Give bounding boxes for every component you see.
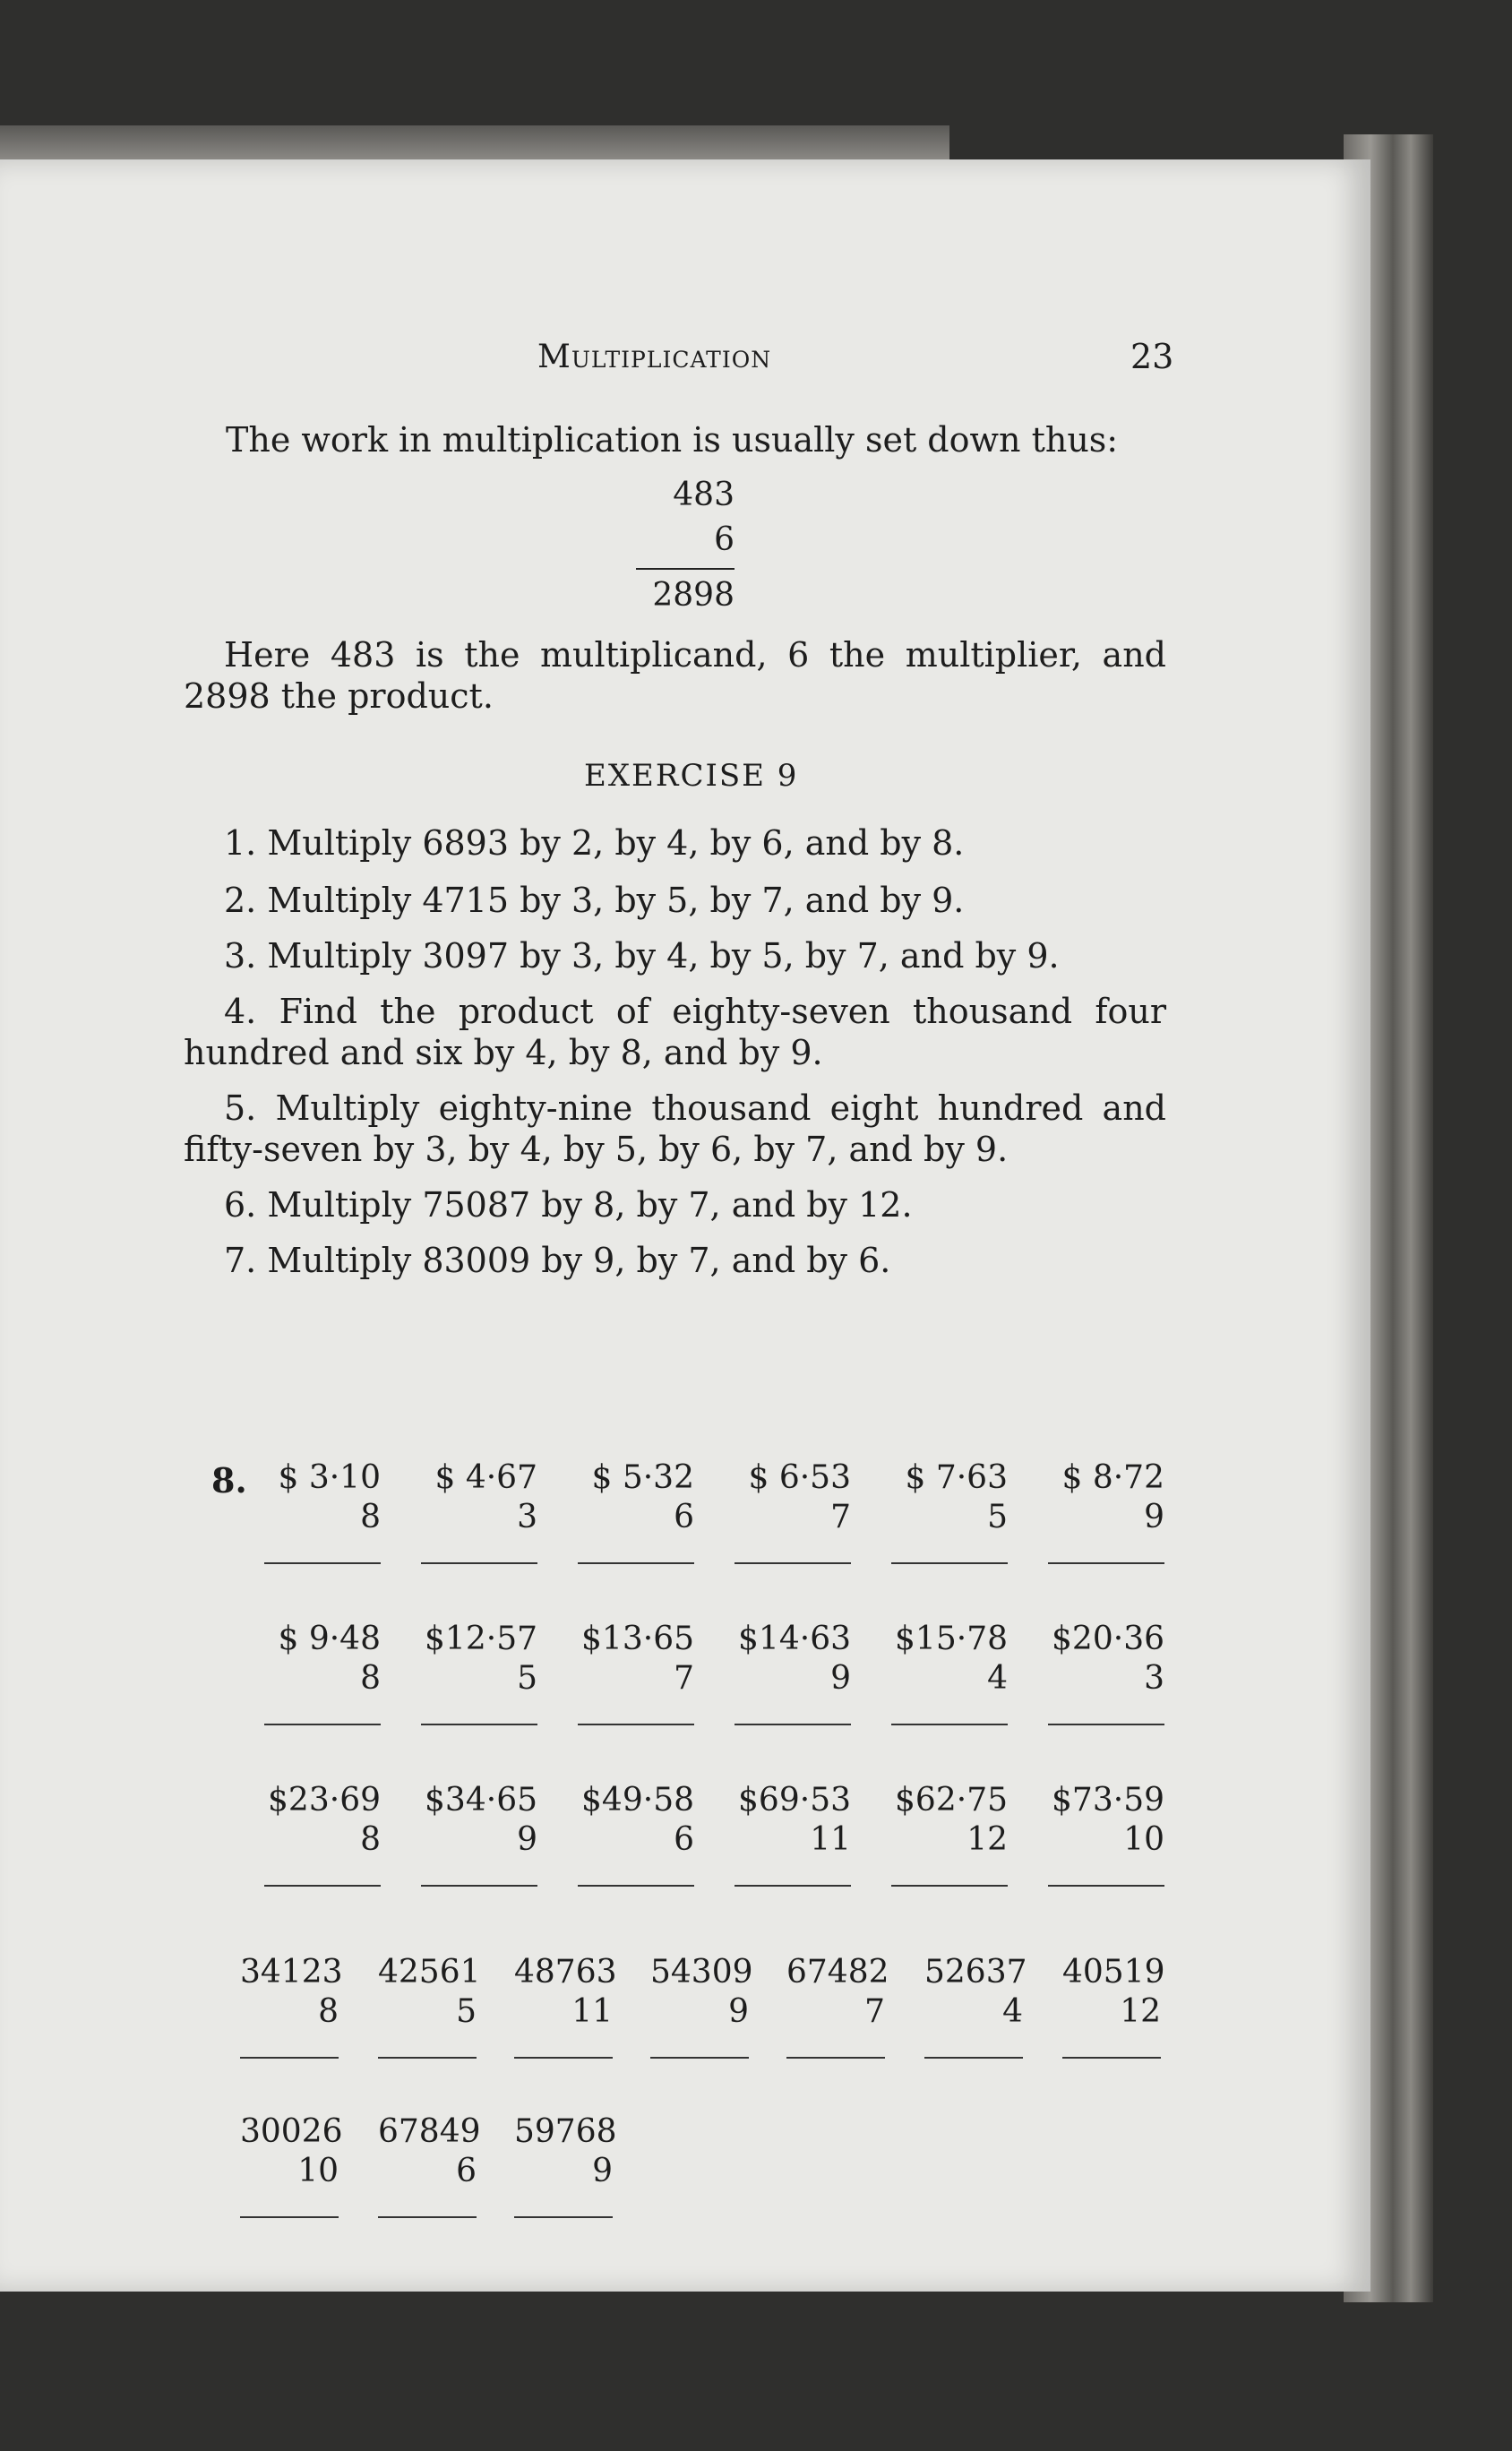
multiplication-problem [1048, 1620, 1164, 1725]
problem-rule [735, 1885, 851, 1887]
problem-multiplier: 7 [864, 1993, 885, 2030]
problem-top-number: 48763 [514, 1954, 617, 1991]
problem-multiplier: 5 [456, 1993, 477, 2030]
problem-multiplier: 6 [674, 1499, 694, 1535]
multiplication-problem [1048, 1458, 1164, 1564]
multiplication-problem [514, 2112, 617, 2218]
problem-top-number: $ 6·53 [748, 1459, 851, 1496]
problem-top-number: $ 4·67 [434, 1459, 537, 1496]
problem-1: 1. Multiply 6893 by 2, by 4, by 6, and by 8. [224, 823, 965, 863]
problem-6: 6. Multiply 75087 by 8, by 7, and by 12. [224, 1185, 913, 1225]
problem-multiplier: 9 [517, 1821, 537, 1858]
problem-top-number: 40519 [1062, 1954, 1165, 1991]
multiplication-problem [786, 1953, 889, 2059]
problem-top-number: $62·75 [895, 1782, 1008, 1819]
problem-rule [421, 1562, 537, 1564]
problem-rule [378, 2216, 477, 2218]
multiplication-problem [240, 2112, 343, 2218]
problem-top-number: $49·58 [581, 1782, 694, 1819]
exercise-title: EXERCISE 9 [584, 758, 799, 794]
multiplication-problem [1048, 1781, 1164, 1887]
multiplication-problem [378, 2112, 481, 2218]
multiplication-problem [421, 1458, 537, 1564]
problem-rule [240, 2216, 339, 2218]
problem-multiplier: 10 [1123, 1821, 1164, 1858]
problem-3: 3. Multiply 3097 by 3, by 4, by 5, by 7, and by 9. [224, 936, 1060, 976]
problem-top-number: $ 3·10 [278, 1459, 381, 1496]
problem-rule [421, 1724, 537, 1725]
problem-rule [735, 1562, 851, 1564]
problem-multiplier: 9 [830, 1660, 851, 1697]
intro-text: The work in multiplication is usually set down thus: [226, 420, 1119, 460]
problem-multiplier: 4 [1002, 1993, 1023, 2030]
problem-rule [578, 1562, 694, 1564]
multiplication-problem [891, 1458, 1008, 1564]
problem-2: 2. Multiply 4715 by 3, by 5, by 7, and by 9. [224, 881, 965, 920]
problem-top-number: 67849 [378, 2113, 481, 2150]
problem-top-number: 42561 [378, 1954, 481, 1991]
problem-rule [264, 1724, 381, 1725]
multiplication-problem [578, 1458, 694, 1564]
problem-top-number: $ 7·63 [905, 1459, 1008, 1496]
problem-top-number: $ 5·32 [591, 1459, 694, 1496]
multiplication-problem [514, 1953, 617, 2059]
multiplication-problem [240, 1953, 343, 2059]
problem-multiplier: 11 [571, 1993, 613, 2030]
problem-multiplier: 8 [360, 1499, 381, 1535]
multiplication-problem [421, 1620, 537, 1725]
problem-top-number: $ 9·48 [278, 1621, 381, 1657]
book-page [0, 159, 1370, 2292]
problem-multiplier: 9 [728, 1993, 749, 2030]
problem-multiplier: 11 [810, 1821, 851, 1858]
page-number: 23 [1130, 337, 1174, 376]
multiplication-problem [264, 1781, 381, 1887]
problem-multiplier: 7 [830, 1499, 851, 1535]
problem-multiplier: 4 [987, 1660, 1008, 1697]
problem-multiplier: 6 [456, 2153, 477, 2189]
running-head: Multiplication [537, 339, 772, 375]
multiplication-problem [924, 1953, 1027, 2059]
problem-8-label: 8. [211, 1460, 247, 1501]
multiplication-problem [578, 1620, 694, 1725]
problem-top-number: 54309 [650, 1954, 753, 1991]
problem-multiplier: 12 [966, 1821, 1008, 1858]
problem-top-number: $69·53 [738, 1782, 851, 1819]
problem-multiplier: 9 [592, 2153, 613, 2189]
problem-rule [1048, 1885, 1164, 1887]
problem-top-number: 59768 [514, 2113, 617, 2150]
book-top-edge [0, 125, 949, 161]
problem-rule [514, 2057, 613, 2059]
problem-multiplier: 3 [1144, 1660, 1164, 1697]
problem-top-number: $34·65 [425, 1782, 537, 1819]
problem-multiplier: 8 [360, 1660, 381, 1697]
problem-multiplier: 10 [297, 2153, 339, 2189]
problem-rule [891, 1562, 1008, 1564]
multiplication-problem [735, 1458, 851, 1564]
problem-7: 7. Multiply 83009 by 9, by 7, and by 6. [224, 1241, 891, 1280]
multiplication-problem [264, 1620, 381, 1725]
problem-multiplier: 9 [1144, 1499, 1164, 1535]
problem-multiplier: 5 [987, 1499, 1008, 1535]
multiplication-problem [1062, 1953, 1165, 2059]
problem-rule [735, 1724, 851, 1725]
problem-top-number: $12·57 [425, 1621, 537, 1657]
problem-top-number: $20·36 [1052, 1621, 1164, 1657]
example-rule [636, 568, 735, 570]
multiplication-problem [578, 1781, 694, 1887]
multiplication-problem [735, 1620, 851, 1725]
problem-rule [264, 1885, 381, 1887]
page-content [0, 159, 1370, 2292]
example-multiplicand: 483 [673, 477, 735, 513]
problem-rule [240, 2057, 339, 2059]
problem-rule [891, 1724, 1008, 1725]
problem-top-number: $13·65 [581, 1621, 694, 1657]
problem-rule [786, 2057, 885, 2059]
problem-rule [924, 2057, 1023, 2059]
problem-rule [421, 1885, 537, 1887]
problem-multiplier: 8 [360, 1821, 381, 1858]
problem-top-number: 30026 [240, 2113, 343, 2150]
multiplication-problem [650, 1953, 753, 2059]
problem-top-number: $73·59 [1052, 1782, 1164, 1819]
problem-5: 5. Multiply eighty-nine thousand eight hundred and fifty-seven by 3, by 4, by 5, by 6, by 7, and by 9. [184, 1088, 1166, 1169]
example-product: 2898 [652, 577, 735, 614]
problem-multiplier: 12 [1120, 1993, 1161, 2030]
problem-rule [891, 1885, 1008, 1887]
problem-rule [650, 2057, 749, 2059]
problem-4: 4. Find the product of eighty-seven thousand four hundred and six by 4, by 8, and by 9. [184, 992, 1166, 1072]
problem-multiplier: 7 [674, 1660, 694, 1697]
problem-multiplier: 3 [517, 1499, 537, 1535]
problem-rule [514, 2216, 613, 2218]
problem-rule [264, 1562, 381, 1564]
multiplication-problem [891, 1781, 1008, 1887]
problem-rule [378, 2057, 477, 2059]
problem-multiplier: 5 [517, 1660, 537, 1697]
problem-rule [1048, 1724, 1164, 1725]
problem-top-number: 34123 [240, 1954, 343, 1991]
multiplication-problem [264, 1458, 381, 1564]
multiplication-problem [421, 1781, 537, 1887]
problem-multiplier: 8 [318, 1993, 339, 2030]
problem-rule [1062, 2057, 1161, 2059]
problem-top-number: $ 8·72 [1061, 1459, 1164, 1496]
problem-top-number: $14·63 [738, 1621, 851, 1657]
problem-top-number: $23·69 [268, 1782, 381, 1819]
problem-top-number: 67482 [786, 1954, 889, 1991]
problem-top-number: 52637 [924, 1954, 1027, 1991]
problem-rule [1048, 1562, 1164, 1564]
multiplication-problem [378, 1953, 481, 2059]
multiplication-problem [891, 1620, 1008, 1725]
problem-rule [578, 1885, 694, 1887]
problem-top-number: $15·78 [895, 1621, 1008, 1657]
explanation-text: Here 483 is the multiplicand, 6 the multiplier, and 2898 the product. [184, 635, 1166, 716]
problem-multiplier: 6 [674, 1821, 694, 1858]
worked-example [636, 473, 735, 618]
example-multiplier: 6 [714, 521, 735, 558]
multiplication-problem [735, 1781, 851, 1887]
problem-rule [578, 1724, 694, 1725]
